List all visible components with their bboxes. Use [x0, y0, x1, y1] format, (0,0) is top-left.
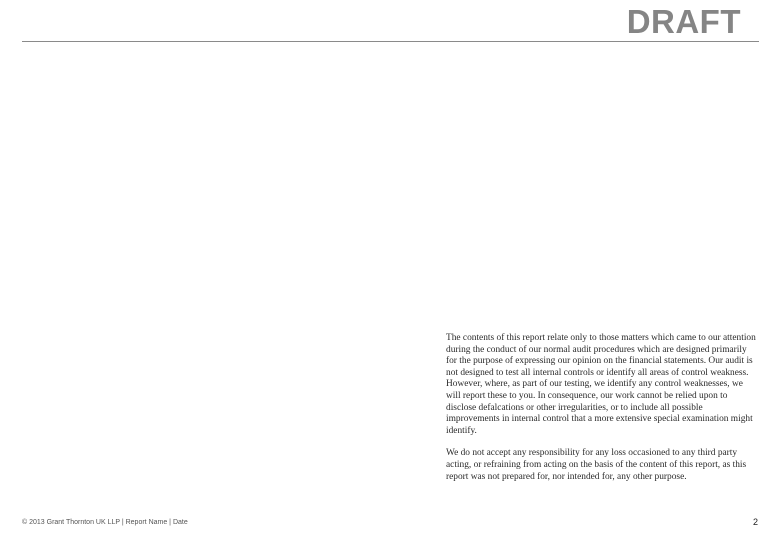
page-number: 2 [752, 517, 758, 527]
disclaimer-text [446, 333, 758, 494]
footer-copyright: © 2013 Grant Thornton UK LLP | Report Name | Date [22, 519, 188, 526]
disclaimer-paragraph-1: The contents of this report relate only to those matters which came to our attention during the conduct of our normal audit procedures which are designed primarily for the purpose of expressing our opinion on the financial statements. Our audit is not designed to test all internal controls or identify all areas of control weakness. However, where, as part of our testing, we identify any control weaknesses, we will report these to you. In consequence, our work cannot be relied upon to disclose defalcations or other irregularities, or to include all possible improvements in internal control that a more extensive special examination might identify. [446, 333, 756, 436]
header-divider [22, 41, 759, 42]
draft-watermark: DRAFT [626, 3, 741, 40]
disclaimer-paragraph-2: We do not accept any responsibility for any loss occasioned to any third party acting, or refraining from acting on the basis of the content of this report, as this report was not prepared for, nor intended for, any other purpose. [446, 448, 747, 482]
